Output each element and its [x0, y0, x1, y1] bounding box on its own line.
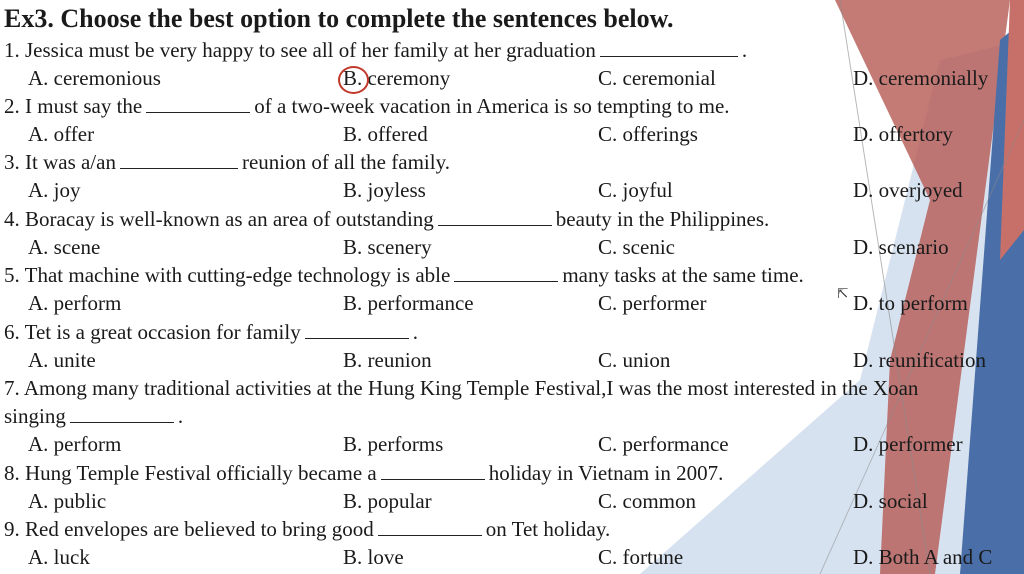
q6-option-a[interactable]: A. unite [28, 348, 96, 372]
q8-option-d[interactable]: D. social [853, 489, 928, 513]
answer-blank-6[interactable] [305, 320, 409, 339]
answer-blank-4[interactable] [438, 207, 552, 226]
question-7: 7. Among many traditional activities at the Hung King Temple Festival,I was the most interested in the Xoan [4, 376, 919, 400]
question-7-line-2: singing . [4, 404, 184, 428]
answer-blank-5[interactable] [454, 263, 558, 282]
question-8: 8. Hung Temple Festival officially became a holiday in Vietnam in 2007. [4, 461, 724, 485]
answer-blank-7[interactable] [70, 404, 174, 423]
q1-option-d[interactable]: D. ceremonially [853, 66, 989, 90]
q3-option-c[interactable]: C. joyful [598, 178, 673, 202]
q7-option-c[interactable]: C. performance [598, 432, 729, 456]
q2-option-d[interactable]: D. offertory [853, 122, 953, 146]
q8-option-b[interactable]: B. popular [343, 489, 432, 513]
q5-option-c[interactable]: C. performer [598, 291, 707, 315]
q1-option-a[interactable]: A. ceremonious [28, 66, 161, 90]
q4-option-a[interactable]: A. scene [28, 235, 101, 259]
q5-option-a[interactable]: A. perform [28, 291, 122, 315]
question-5: 5. That machine with cutting-edge technology is able many tasks at the same time. [4, 263, 804, 287]
q6-option-d[interactable]: D. reunification [853, 348, 986, 372]
answer-blank-8[interactable] [381, 461, 485, 480]
q2-option-a[interactable]: A. offer [28, 122, 95, 146]
q6-option-c[interactable]: C. union [598, 348, 671, 372]
q9-option-b[interactable]: B. love [343, 545, 404, 569]
q6-option-b[interactable]: B. reunion [343, 348, 432, 372]
q8-option-c[interactable]: C. common [598, 489, 696, 513]
q4-option-b[interactable]: B. scenery [343, 235, 432, 259]
q3-option-d[interactable]: D. overjoyed [853, 178, 963, 202]
q4-option-d[interactable]: D. scenario [853, 235, 949, 259]
question-1: 1. Jessica must be very happy to see all of her family at her graduation . [4, 38, 748, 62]
question-9: 9. Red envelopes are believed to bring good on Tet holiday. [4, 517, 611, 541]
q9-option-c[interactable]: C. fortune [598, 545, 684, 569]
q2-option-c[interactable]: C. offerings [598, 122, 698, 146]
q2-option-b[interactable]: B. offered [343, 122, 428, 146]
q4-option-c[interactable]: C. scenic [598, 235, 675, 259]
q7-option-b[interactable]: B. performs [343, 432, 444, 456]
answer-blank-9[interactable] [378, 517, 482, 536]
q7-option-d[interactable]: D. performer [853, 432, 963, 456]
q5-option-d[interactable]: D. to perform [853, 291, 968, 315]
q3-option-b[interactable]: B. joyless [343, 178, 426, 202]
q5-option-b[interactable]: B. performance [343, 291, 474, 315]
question-4: 4. Boracay is well-known as an area of outstanding beauty in the Philippines. [4, 207, 770, 231]
q1-option-c[interactable]: C. ceremonial [598, 66, 716, 90]
answer-blank-1[interactable] [600, 38, 738, 57]
question-2: 2. I must say the of a two-week vacation in America is so tempting to me. [4, 94, 730, 118]
q9-option-d[interactable]: D. Both A and C [853, 545, 993, 569]
question-6: 6. Tet is a great occasion for family . [4, 320, 418, 344]
q7-option-a[interactable]: A. perform [28, 432, 122, 456]
q3-option-a[interactable]: A. joy [28, 178, 81, 202]
question-3: 3. It was a/an reunion of all the family. [4, 150, 450, 174]
answer-blank-3[interactable] [120, 150, 238, 169]
q9-option-a[interactable]: A. luck [28, 545, 90, 569]
q1-option-b-circled[interactable]: B. ceremony [343, 64, 1024, 92]
mouse-cursor-icon: ⇱ [837, 287, 849, 302]
answer-blank-2[interactable] [146, 94, 250, 113]
exercise-title: Ex3. Choose the best option to complete the sentences below. [4, 4, 674, 33]
q8-option-a[interactable]: A. public [28, 489, 107, 513]
